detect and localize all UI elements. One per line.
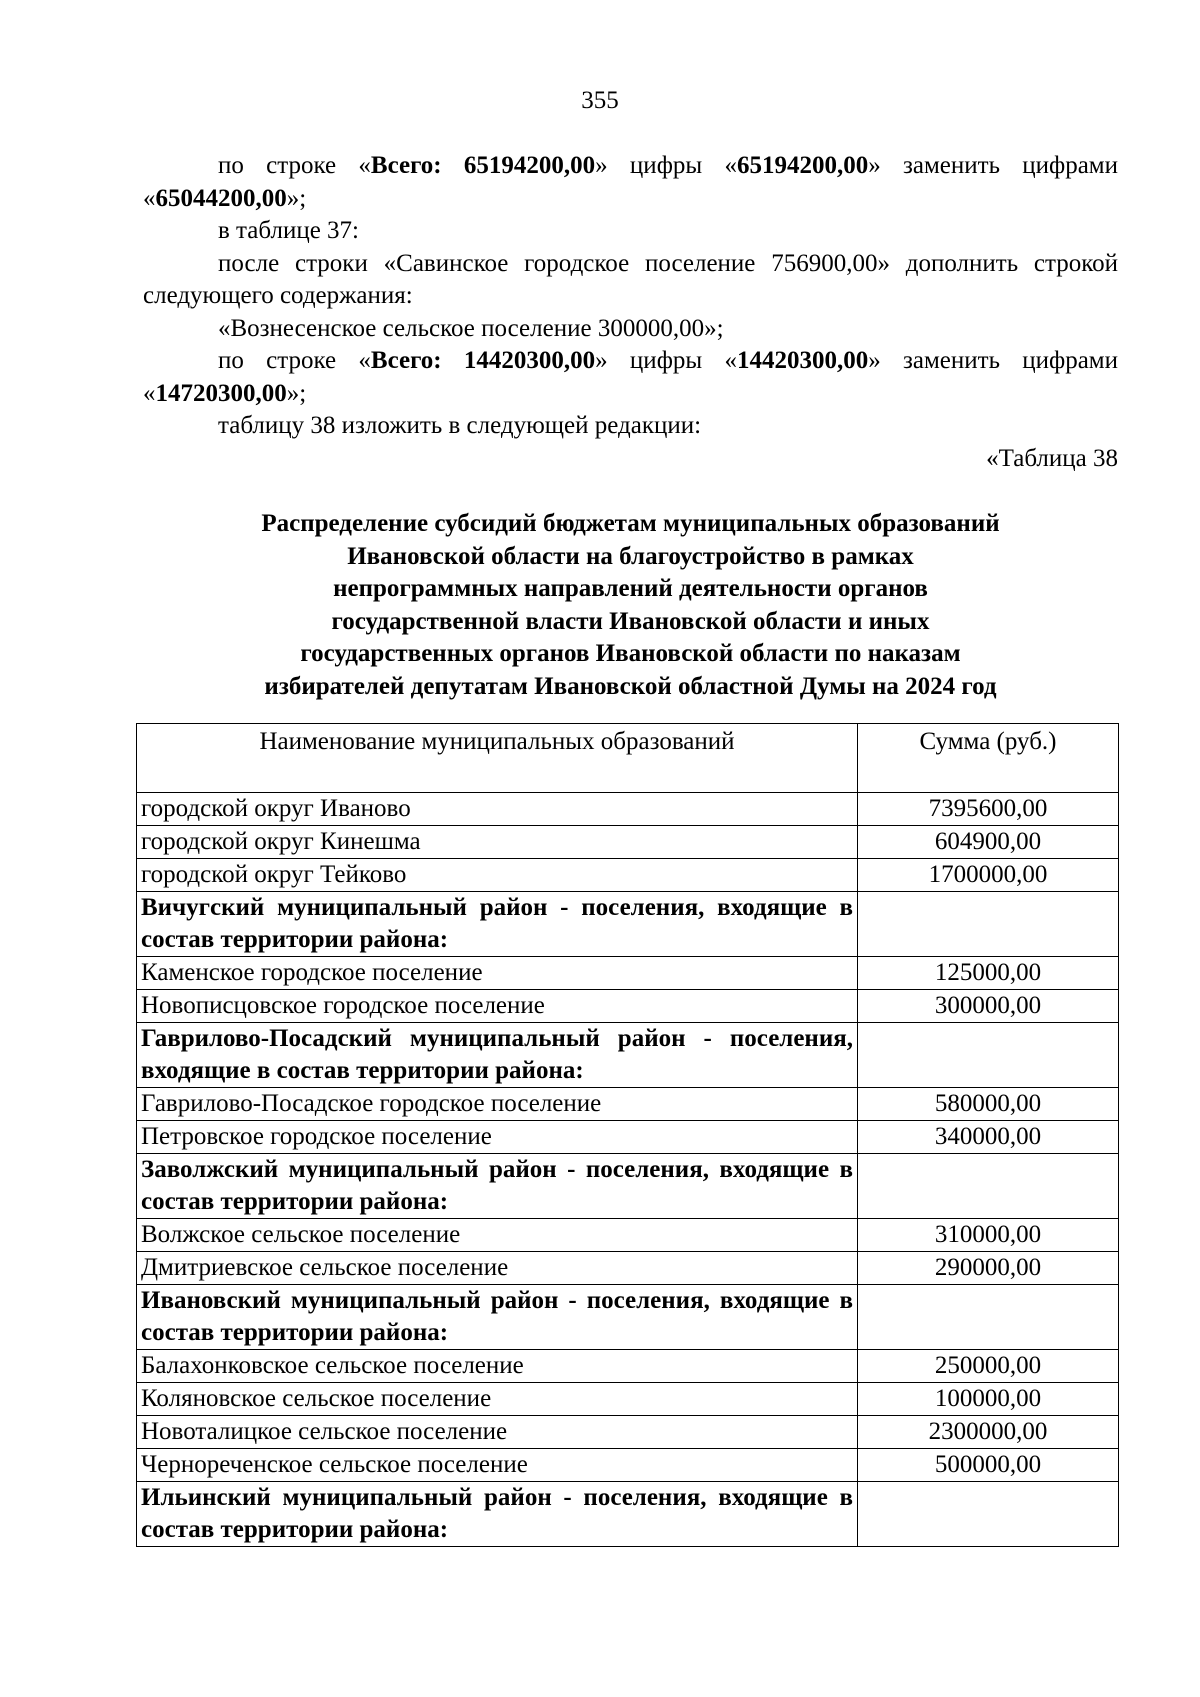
amount: 604900,00 [858,826,1119,859]
table-title-line: государственных органов Ивановской области по наказам [300,640,961,667]
district-row [137,892,1119,957]
page-number: 355 [581,87,619,114]
table-row [137,990,1119,1023]
text-span: » цифры « [595,347,737,374]
paragraph [143,313,1118,346]
bold-text: 14720300,00 [155,379,287,407]
municipality-name: Вичугский муниципальный район - поселения, входящие в состав территории района: [137,892,858,957]
amount: 580000,00 [858,1088,1119,1121]
amount: 300000,00 [858,990,1119,1023]
amount [858,1023,1119,1088]
municipality-name: Ильинский муниципальный район - поселения, входящие в состав территории района: [137,1482,858,1547]
distribution-table [136,723,1119,1547]
table-row [137,793,1119,826]
amount: 310000,00 [858,1219,1119,1252]
municipality-name: Новоталицкое сельское поселение [137,1416,858,1449]
municipality-name: Дмитриевское сельское поселение [137,1252,858,1285]
amount [858,1154,1119,1219]
district-row [137,1154,1119,1219]
header-amount: Сумма (руб.) [858,724,1119,793]
table-row [137,1219,1119,1252]
municipality-name: городской округ Тейково [137,859,858,892]
municipality-name: Волжское сельское поселение [137,1219,858,1252]
amendment-text [143,150,1118,475]
text-span: » заменить цифрами « [143,152,1118,212]
amount: 7395600,00 [858,793,1119,826]
paragraph [143,410,1118,443]
table-title-line: Ивановской области на благоустройство в рамках [347,542,914,570]
bold-text: Всего: 65194200,00 [370,152,596,179]
paragraph [143,150,1118,215]
municipality-name: Петровское городское поселение [137,1121,858,1154]
district-row [137,1482,1119,1547]
amount: 125000,00 [858,957,1119,990]
table-row [137,1088,1119,1121]
text-span: »; [286,184,307,212]
district-row [137,1285,1119,1350]
municipality-name: Ивановский муниципальный район - поселения, входящие в состав территории района: [137,1285,858,1350]
text-span: » заменить цифрами « [143,347,1118,407]
table-row [137,1383,1119,1416]
bold-text: Всего: 14420300,00 [370,347,596,374]
amount [858,1285,1119,1350]
table-row [137,859,1119,892]
table-header-row [137,724,1119,793]
amount: 1700000,00 [858,859,1119,892]
text-span: по строке « [218,152,371,179]
table-title [143,508,1118,703]
amount: 290000,00 [858,1252,1119,1285]
amount [858,892,1119,957]
district-row [137,1023,1119,1088]
header-name: Наименование муниципальных образований [137,724,858,793]
table-row [137,1350,1119,1383]
amount: 100000,00 [858,1383,1119,1416]
text-span: »; [286,379,307,407]
amount: 250000,00 [858,1350,1119,1383]
table-title-line: непрограммных направлений деятельности органов [333,575,928,602]
table-title-line: избирателей депутатам Ивановской областной Думы на 2024 год [264,672,997,700]
table-row [137,826,1119,859]
table-row [137,1252,1119,1285]
text-span: «Вознесенское сельское поселение 300000,00»; [218,314,724,342]
text-span: «Таблица 38 [986,444,1118,472]
text-span: » цифры « [595,152,737,179]
amount: 340000,00 [858,1121,1119,1154]
amount [858,1482,1119,1547]
municipality-name: Новописцовское городское поселение [137,990,858,1023]
municipality-name: Гаврилово-Посадское городское поселение [137,1088,858,1121]
municipality-name: Гаврилово-Посадский муниципальный район - поселения, входящие в состав территории района: [137,1023,858,1088]
table-body [137,793,1119,1547]
bold-text: 65044200,00 [155,184,287,212]
text-span: таблицу 38 изложить в следующей редакции: [218,412,702,439]
municipality-name: Коляновское сельское поселение [137,1383,858,1416]
text-span: после строки «Савинское городское поселение 756900,00» дополнить строкой следующего содержания: [143,249,1118,309]
table-row [137,957,1119,990]
text-span: в таблице 37: [218,217,360,244]
bold-text: 14420300,00 [736,347,869,374]
table-title-line: государственной власти Ивановской области и иных [331,607,930,635]
municipality-name: городской округ Иваново [137,793,858,826]
municipality-name: Чернореченское сельское поселение [137,1449,858,1482]
municipality-name: Заволжский муниципальный район - поселения, входящие в состав территории района: [137,1154,858,1219]
table-row [137,1416,1119,1449]
table-caption [143,443,1118,476]
municipality-name: Каменское городское поселение [137,957,858,990]
amount: 2300000,00 [858,1416,1119,1449]
text-span: по строке « [218,347,371,374]
municipality-name: городской округ Кинешма [137,826,858,859]
municipality-name: Балахонковское сельское поселение [137,1350,858,1383]
paragraph [143,345,1118,410]
paragraph [143,248,1118,313]
bold-text: 65194200,00 [736,152,869,179]
table-row [137,1449,1119,1482]
table-row [137,1121,1119,1154]
amount: 500000,00 [858,1449,1119,1482]
paragraph [143,215,1118,248]
table-title-line: Распределение субсидий бюджетам муниципальных образований [261,510,1000,537]
